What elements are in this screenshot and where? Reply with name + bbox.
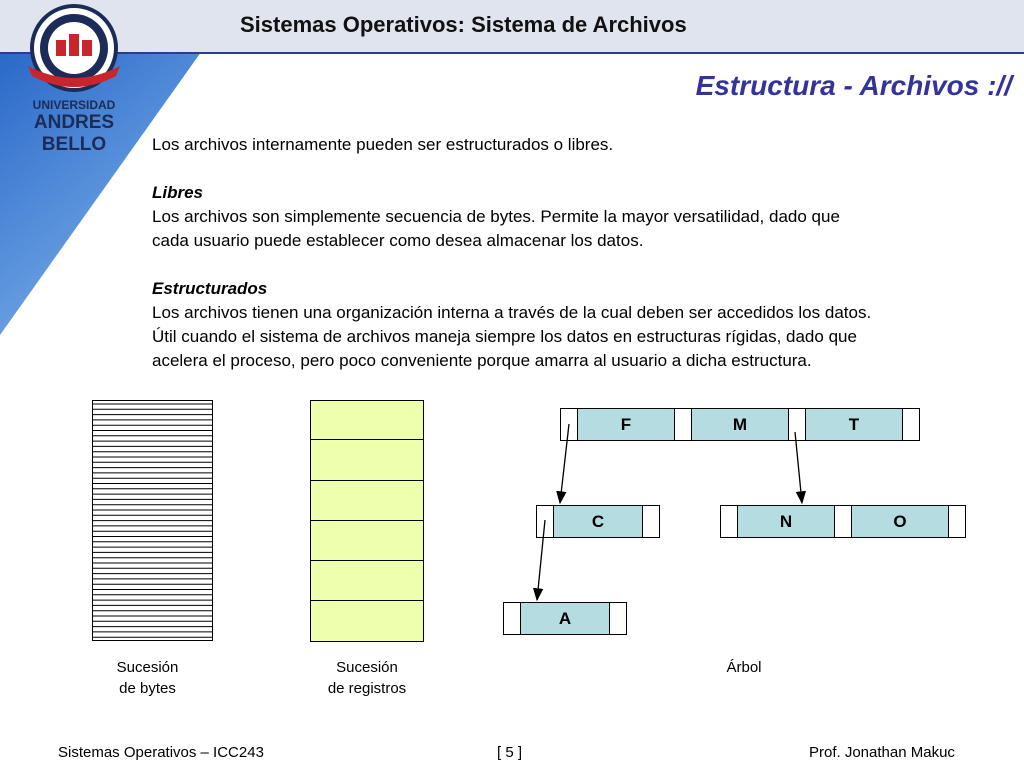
records-caption xyxy=(310,657,424,699)
records-caption-line-2: de registros xyxy=(327,680,407,697)
estructurados-heading: Estructurados xyxy=(152,279,268,298)
arrow-root-to-no xyxy=(795,432,802,503)
logo-text-andres-bello: ANDRES BELLO xyxy=(33,112,115,155)
bytes-caption-line-2: de bytes xyxy=(119,680,176,697)
body-text xyxy=(152,133,1012,373)
tree-node-left xyxy=(536,505,660,538)
estructurados-line-3: acelera el proceso, pero poco conveniente porque amarra al usuario a dicha estructura. xyxy=(152,351,812,370)
logo-seal-icon xyxy=(0,0,148,100)
libres-heading: Libres xyxy=(152,183,204,202)
section-subtitle: Estructura - Archivos :// xyxy=(695,70,1012,101)
page-title: Sistemas Operativos: Sistema de Archivos xyxy=(240,12,687,37)
logo-text-universidad: UNIVERSIDAD xyxy=(32,98,116,112)
libres-line-1: Los archivos son simplemente secuencia de bytes. Permite la mayor versatilidad, dado que xyxy=(152,207,840,226)
record-block xyxy=(310,481,424,521)
bytes-caption-line-1: Sucesión xyxy=(116,659,179,676)
footer-page-number: [ 5 ] xyxy=(497,744,523,761)
tree-key: M xyxy=(692,409,789,440)
university-logo xyxy=(0,0,148,155)
footer-author: Prof. Jonathan Makuc xyxy=(809,744,955,761)
record-sequence-diagram xyxy=(310,400,424,642)
tree-node-right xyxy=(720,505,966,538)
record-block xyxy=(310,561,424,601)
footer-course: Sistemas Operativos – ICC243 xyxy=(58,744,264,761)
record-block xyxy=(310,601,424,641)
record-block xyxy=(310,521,424,561)
libres-line-2: cada usuario puede establecer como desea almacenar los datos. xyxy=(152,231,644,250)
tree-key: O xyxy=(852,506,949,537)
record-block xyxy=(310,440,424,480)
tree-node-leaf xyxy=(503,602,627,635)
bytes-caption xyxy=(100,657,195,699)
tree-key: T xyxy=(806,409,903,440)
header-bar xyxy=(0,0,1024,54)
estructurados-line-2: Útil cuando el sistema de archivos maneja siempre los datos en estructuras rígidas, dado que xyxy=(152,327,857,346)
record-block xyxy=(310,400,424,440)
tree-key: F xyxy=(578,409,675,440)
tree-caption: Árbol xyxy=(726,659,762,676)
tree-key: C xyxy=(554,506,643,537)
tree-key: A xyxy=(521,603,610,634)
tree-node-root xyxy=(560,408,920,441)
records-caption-line-1: Sucesión xyxy=(336,659,398,676)
estructurados-line-1: Los archivos tienen una organización interna a través de la cual deben ser accedidos los datos. xyxy=(152,303,872,322)
byte-sequence-diagram xyxy=(92,400,213,641)
tree-key: N xyxy=(738,506,835,537)
intro-text: Los archivos internamente pueden ser estructurados o libres. xyxy=(152,135,614,154)
